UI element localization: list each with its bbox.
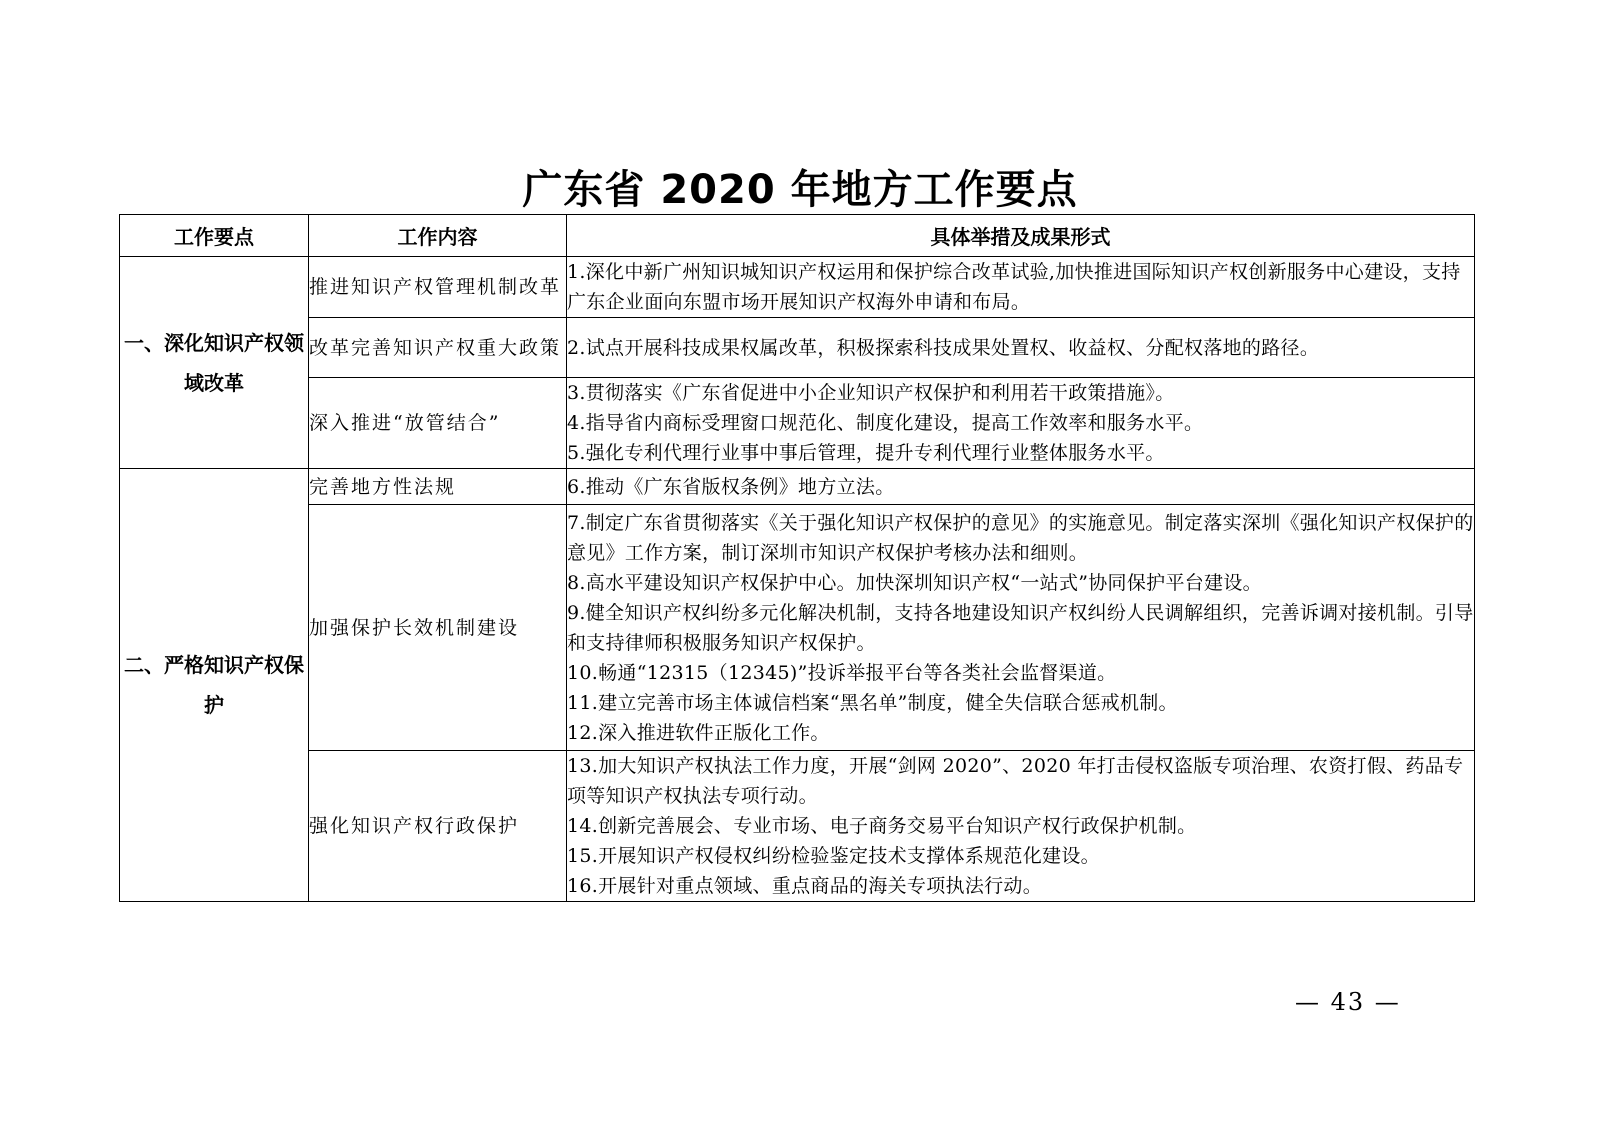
measure-item: 1.深化中新广州知识城知识产权运用和保护综合改革试验,加快推进国际知识产权创新服务中心建设，支持广东企业面向东盟市场开展知识产权海外申请和布局。 xyxy=(567,261,1461,313)
measures-cell xyxy=(567,469,1475,505)
measures-cell xyxy=(567,257,1475,318)
measure-item: 4.指导省内商标受理窗口规范化、制度化建设，提高工作效率和服务水平。 xyxy=(567,412,1204,434)
work-content-cell: 加强保护长效机制建设 xyxy=(309,505,567,751)
measure-item: 13.加大知识产权执法工作力度，开展“剑网 2020”、2020 年打击侵权盗版专项治理、农资打假、药品专项等知识产权执法专项行动。 xyxy=(567,755,1464,807)
measure-item: 16.开展针对重点领域、重点商品的海关专项执法行动。 xyxy=(567,875,1043,897)
measure-item: 10.畅通“12315（12345)”投诉举报平台等各类社会监督渠道。 xyxy=(567,661,1117,684)
page-number: — 43 — xyxy=(1295,988,1401,1016)
measure-item: 11.建立完善市场主体诚信档案“黑名单”制度，健全失信联合惩戒机制。 xyxy=(567,691,1178,714)
table-row xyxy=(120,469,1475,505)
measure-item: 12.深入推进软件正版化工作。 xyxy=(567,721,830,744)
measure-item: 5.强化专利代理行业事中事后管理，提升专利代理行业整体服务水平。 xyxy=(567,442,1165,464)
work-content-cell: 完善地方性法规 xyxy=(309,469,567,505)
work-content-cell: 深入推进“放管结合” xyxy=(309,378,567,469)
work-points-table xyxy=(119,214,1475,902)
work-point-cell: 一、深化知识产权领域改革 xyxy=(120,257,309,469)
table-row xyxy=(120,505,1475,751)
work-content-cell: 强化知识产权行政保护 xyxy=(309,751,567,902)
measure-item: 6.推动《广东省版权条例》地方立法。 xyxy=(567,475,895,498)
measures-cell xyxy=(567,751,1475,902)
measure-item: 2.试点开展科技成果权属改革，积极探索科技成果处置权、收益权、分配权落地的路径。 xyxy=(567,336,1320,359)
measure-item: 7.制定广东省贯彻落实《关于强化知识产权保护的意见》的实施意见。制定落实深圳《强化知识产权保护的意见》工作方案，制订深圳市知识产权保护考核办法和细则。 xyxy=(567,511,1474,564)
measures-cell xyxy=(567,318,1475,378)
page-title: 广东省 2020 年地方工作要点 xyxy=(522,167,1078,213)
table-row xyxy=(120,257,1475,318)
work-content-cell: 改革完善知识产权重大政策 xyxy=(309,318,567,378)
measure-item: 15.开展知识产权侵权纠纷检验鉴定技术支撑体系规范化建设。 xyxy=(567,845,1100,867)
table-row xyxy=(120,751,1475,902)
work-point-cell: 二、严格知识产权保护 xyxy=(120,469,309,902)
work-content-cell: 推进知识产权管理机制改革 xyxy=(309,257,567,318)
measure-item: 9.健全知识产权纠纷多元化解决机制，支持各地建设知识产权纠纷人民调解组织，完善诉调对接机制。引导和支持律师积极服务知识产权保护。 xyxy=(567,601,1474,654)
header-work-point: 工作要点 xyxy=(120,215,309,257)
header-work-content: 工作内容 xyxy=(309,215,567,257)
table-row xyxy=(120,378,1475,469)
header-measures: 具体举措及成果形式 xyxy=(567,215,1475,257)
table-row xyxy=(120,318,1475,378)
measure-item: 14.创新完善展会、专业市场、电子商务交易平台知识产权行政保护机制。 xyxy=(567,815,1197,837)
measures-cell xyxy=(567,505,1475,751)
measure-item: 8.高水平建设知识产权保护中心。加快深圳知识产权“一站式”协同保护平台建设。 xyxy=(567,571,1262,594)
measure-item: 3.贯彻落实《广东省促进中小企业知识产权保护和利用若干政策措施》。 xyxy=(567,382,1175,404)
table-header-row xyxy=(120,215,1475,257)
measures-cell xyxy=(567,378,1475,469)
